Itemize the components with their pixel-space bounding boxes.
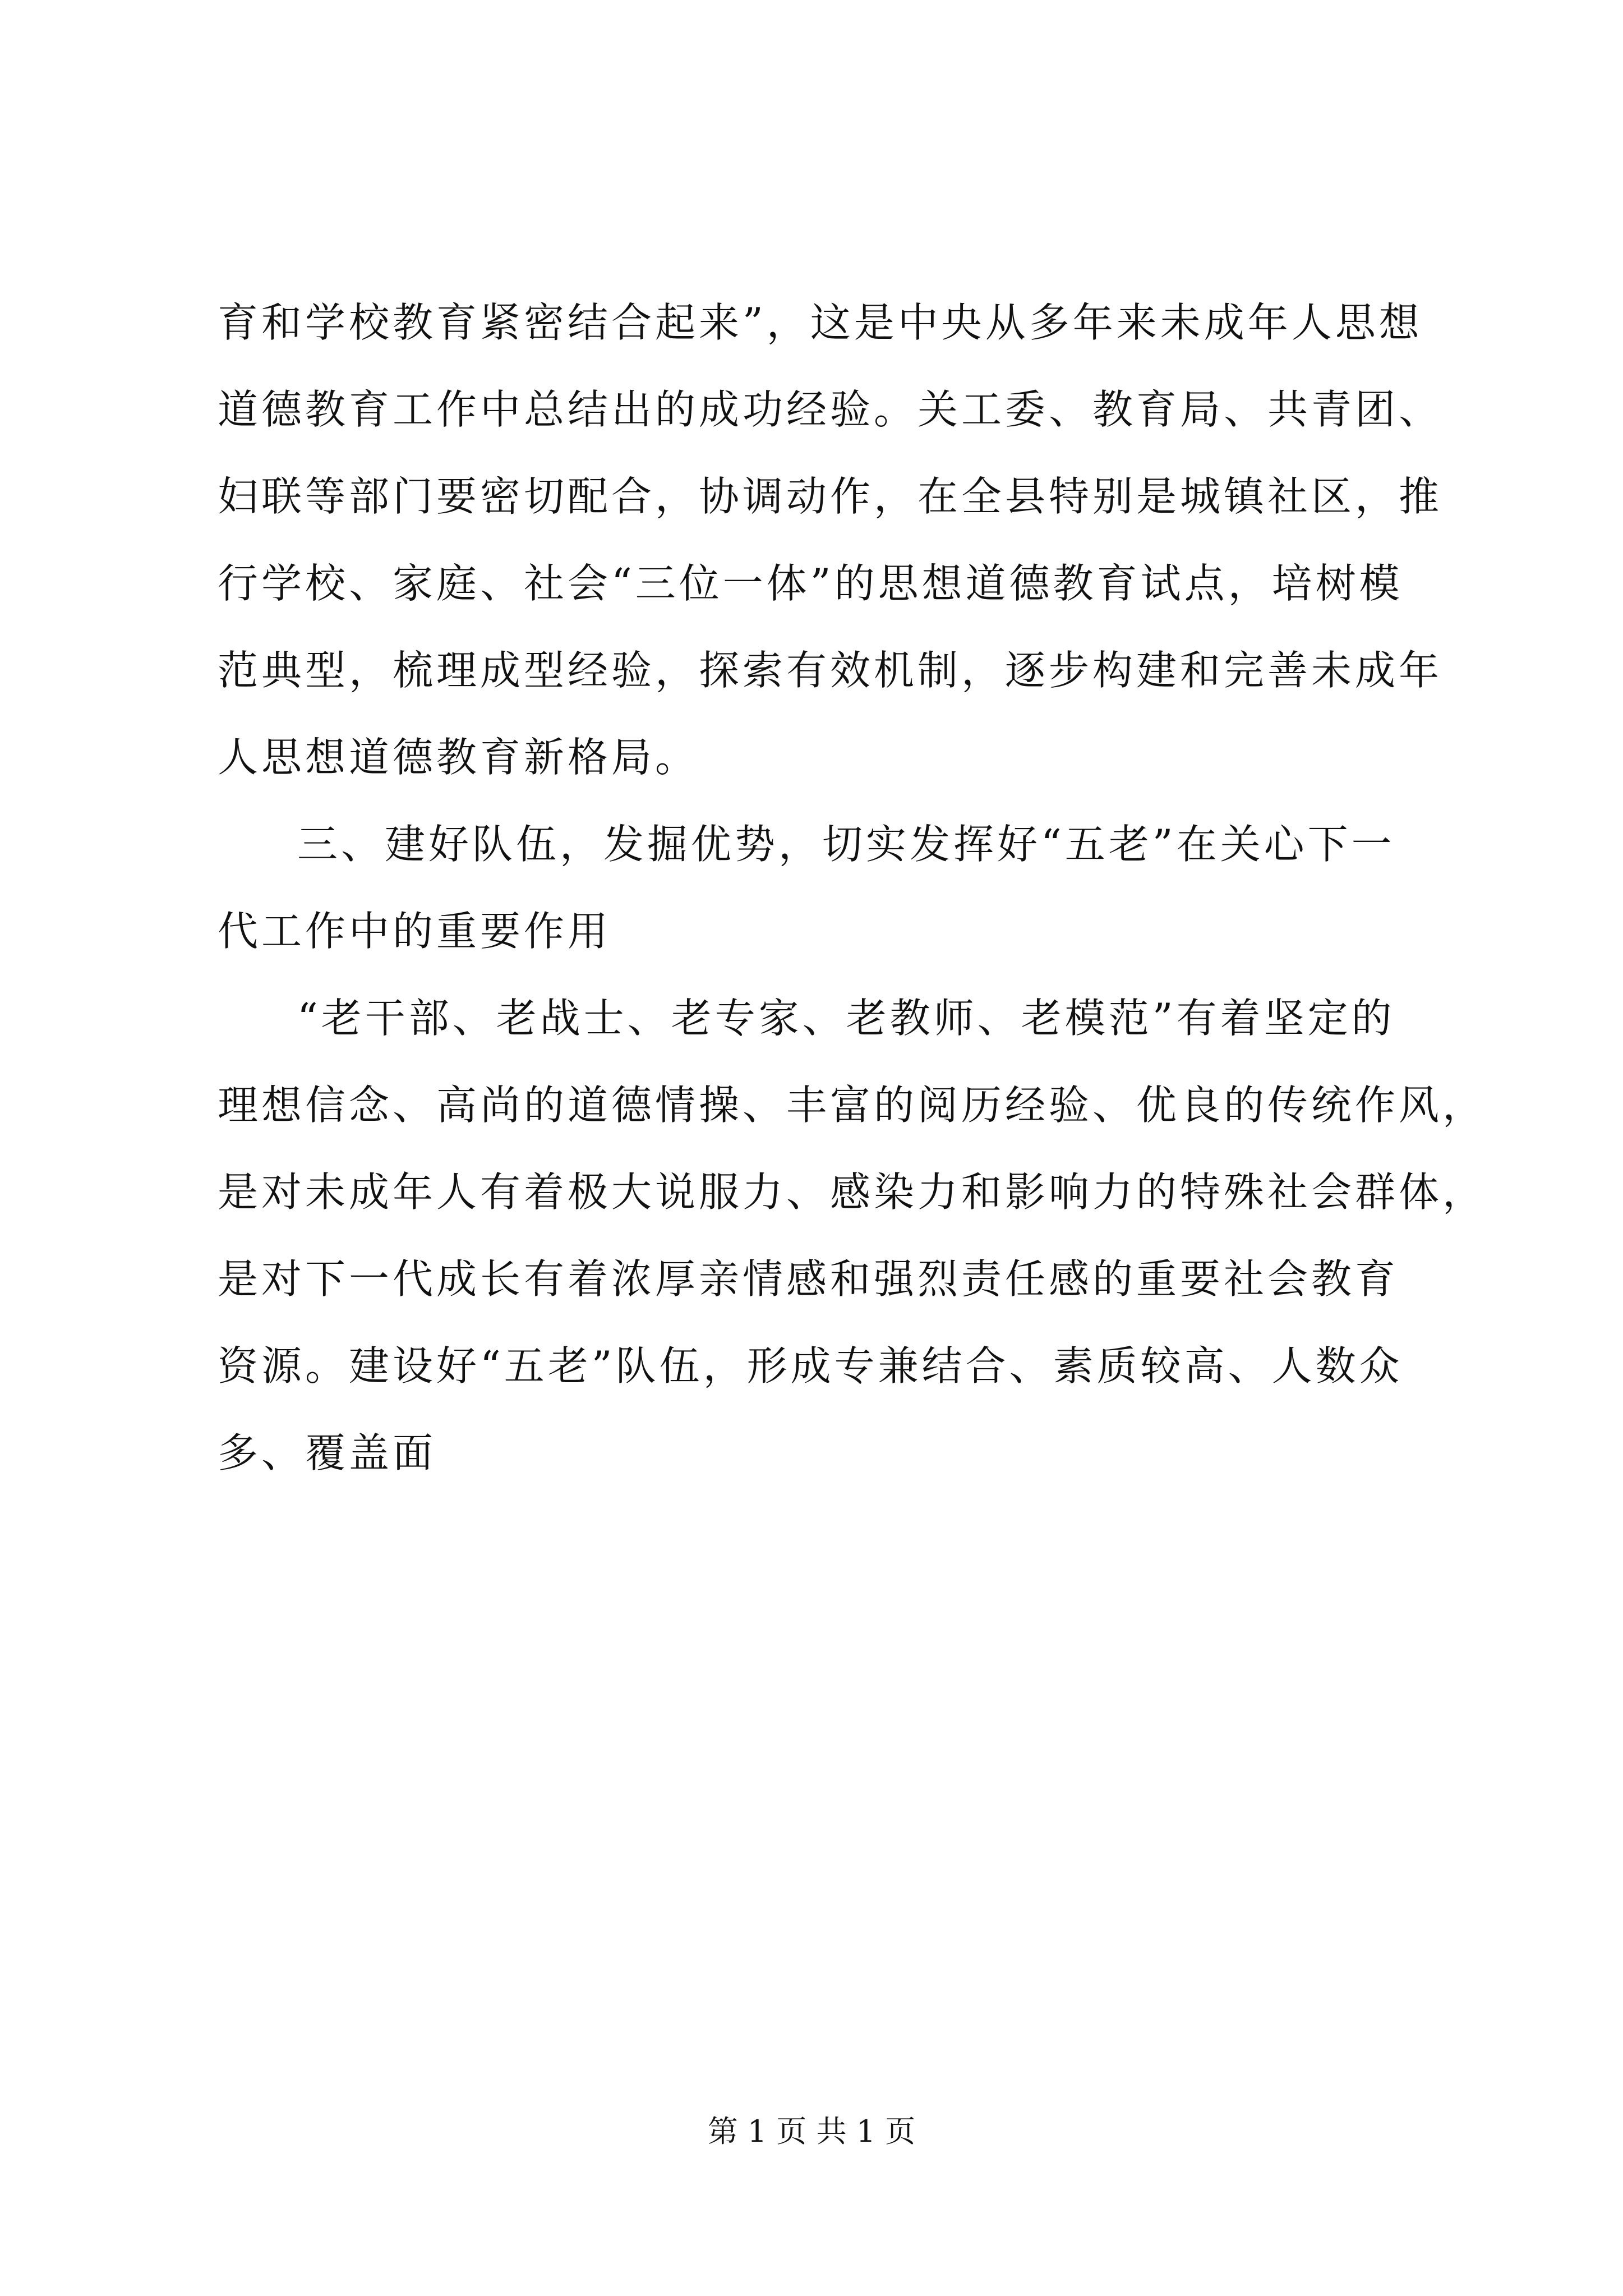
paragraph-line: 道德教育工作中总结出的成功经验。关工委、教育局、共青团、 xyxy=(218,386,1443,433)
paragraph-line: 是对下一代成长有着浓厚亲情感和强烈责任感的重要社会教育 xyxy=(218,1255,1399,1303)
paragraph-line: 理想信念、高尚的道德情操、丰富的阅历经验、优良的传统作风， xyxy=(218,1082,1487,1129)
paragraph-line: “老干部、老战士、老专家、老教师、老模范”有着坚定的 xyxy=(297,995,1395,1042)
section-heading-line: 代工作中的重要作用 xyxy=(218,908,612,955)
paragraph-line: 人思想道德教育新格局。 xyxy=(218,734,699,781)
page-footer: 第 1 页 共 1 页 xyxy=(707,2114,916,2149)
section-heading-line: 三、建好队伍，发掘优势，切实发挥好“五老”在关心下一 xyxy=(297,821,1395,868)
paragraph-line: 是对未成年人有着极大说服力、感染力和影响力的特殊社会群体， xyxy=(218,1168,1487,1216)
paragraph-line: 多、覆盖面 xyxy=(218,1429,437,1476)
document-body xyxy=(218,279,1487,1497)
paragraph-line: 妇联等部门要密切配合，协调动作，在全县特别是城镇社区，推 xyxy=(218,473,1443,520)
paragraph-line: 育和学校教育紧密结合起来”，这是中央从多年来未成年人思想 xyxy=(218,299,1423,346)
paragraph-line: 范典型，梳理成型经验，探索有效机制，逐步构建和完善未成年 xyxy=(218,647,1443,694)
paragraph-line: 资源。建设好“五老”队伍，形成专兼结合、素质较高、人数众 xyxy=(218,1342,1403,1389)
paragraph-line: 行学校、家庭、社会“三位一体”的思想道德教育试点，培树模 xyxy=(218,560,1403,607)
